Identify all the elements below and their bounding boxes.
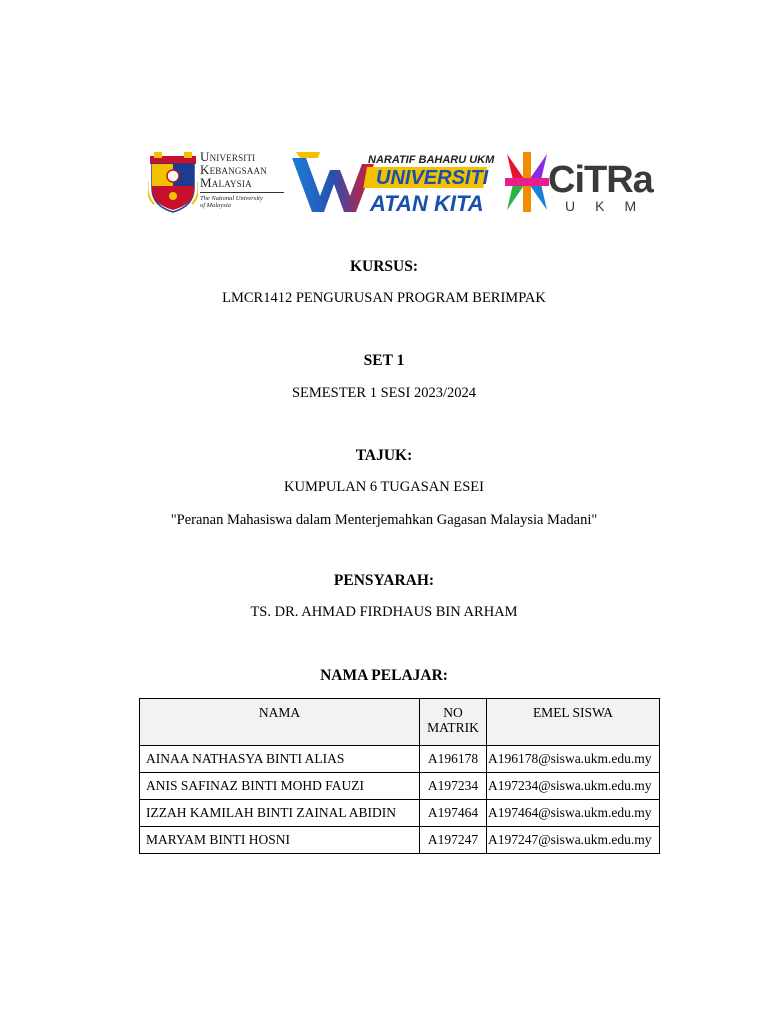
student-email: A197464@siswa.ukm.edu.my bbox=[487, 800, 660, 827]
student-name: AINAA NATHASYA BINTI ALIAS bbox=[140, 746, 420, 773]
student-matrik: A196178 bbox=[420, 746, 487, 773]
title-heading: TAJUK: bbox=[355, 447, 413, 464]
course-value: LMCR1412 PENGURUSAN PROGRAM BERIMPAK bbox=[222, 290, 546, 306]
student-matrik: A197234 bbox=[420, 773, 487, 800]
ukm-crest-icon bbox=[148, 152, 198, 214]
col-matrik-line-1: NO bbox=[443, 705, 463, 720]
lecturer-value: TS. DR. AHMAD FIRDHAUS BIN ARHAM bbox=[250, 604, 518, 620]
col-nama: NAMA bbox=[140, 699, 420, 746]
header-logos bbox=[0, 0, 768, 230]
ukm-line-1: Universiti bbox=[200, 149, 256, 164]
ukm-wordmark bbox=[200, 150, 290, 209]
ukm-logo bbox=[148, 150, 288, 216]
semester-value: SEMESTER 1 SESI 2023/2024 bbox=[291, 385, 477, 401]
citra-wordmark: CiTRa bbox=[548, 159, 653, 201]
col-matrik-line-2: MATRIK bbox=[427, 720, 479, 735]
table-row bbox=[140, 800, 660, 827]
universiti-watan-kita-logo bbox=[290, 150, 495, 216]
student-email: A197234@siswa.ukm.edu.my bbox=[487, 773, 660, 800]
ukm-tagline-1: The National University bbox=[200, 195, 263, 202]
student-name: MARYAM BINTI HOSNI bbox=[140, 827, 420, 854]
students-heading: NAMA PELAJAR: bbox=[320, 667, 448, 684]
title-line-2: "Peranan Mahasiswa dalam Menterjemahkan Gagasan Malaysia Madani" bbox=[170, 512, 598, 528]
citra-emblem-icon bbox=[503, 150, 551, 214]
title-line-1: KUMPULAN 6 TUGASAN ESEI bbox=[284, 479, 484, 495]
table-header-row bbox=[140, 699, 660, 746]
student-email: A197247@siswa.ukm.edu.my bbox=[487, 827, 660, 854]
student-matrik: A197464 bbox=[420, 800, 487, 827]
student-name: ANIS SAFINAZ BINTI MOHD FAUZI bbox=[140, 773, 420, 800]
universiti-text: UNIVERSITI bbox=[376, 167, 489, 189]
student-name: IZZAH KAMILAH BINTI ZAINAL ABIDIN bbox=[140, 800, 420, 827]
ukm-line-2: Kebangsaan bbox=[200, 162, 267, 177]
ukm-divider bbox=[200, 192, 284, 193]
student-matrik: A197247 bbox=[420, 827, 487, 854]
student-email: A196178@siswa.ukm.edu.my bbox=[487, 746, 660, 773]
set-heading: SET 1 bbox=[363, 352, 405, 369]
watan-kita-text: ATAN KITA bbox=[370, 191, 484, 216]
col-emel: EMEL SISWA bbox=[487, 699, 660, 746]
course-heading: KURSUS: bbox=[349, 258, 419, 275]
lecturer-heading: PENSYARAH: bbox=[333, 572, 435, 589]
ukm-line-3: Malaysia bbox=[200, 175, 252, 190]
col-matrik bbox=[420, 699, 487, 746]
table-row bbox=[140, 746, 660, 773]
citra-sub: UKM bbox=[565, 198, 657, 214]
naratif-text: NARATIF BAHARU UKM bbox=[368, 154, 495, 166]
table-row bbox=[140, 827, 660, 854]
students-table bbox=[139, 698, 660, 854]
table-row bbox=[140, 773, 660, 800]
ukm-tagline-2: of Malaysia bbox=[200, 202, 231, 209]
